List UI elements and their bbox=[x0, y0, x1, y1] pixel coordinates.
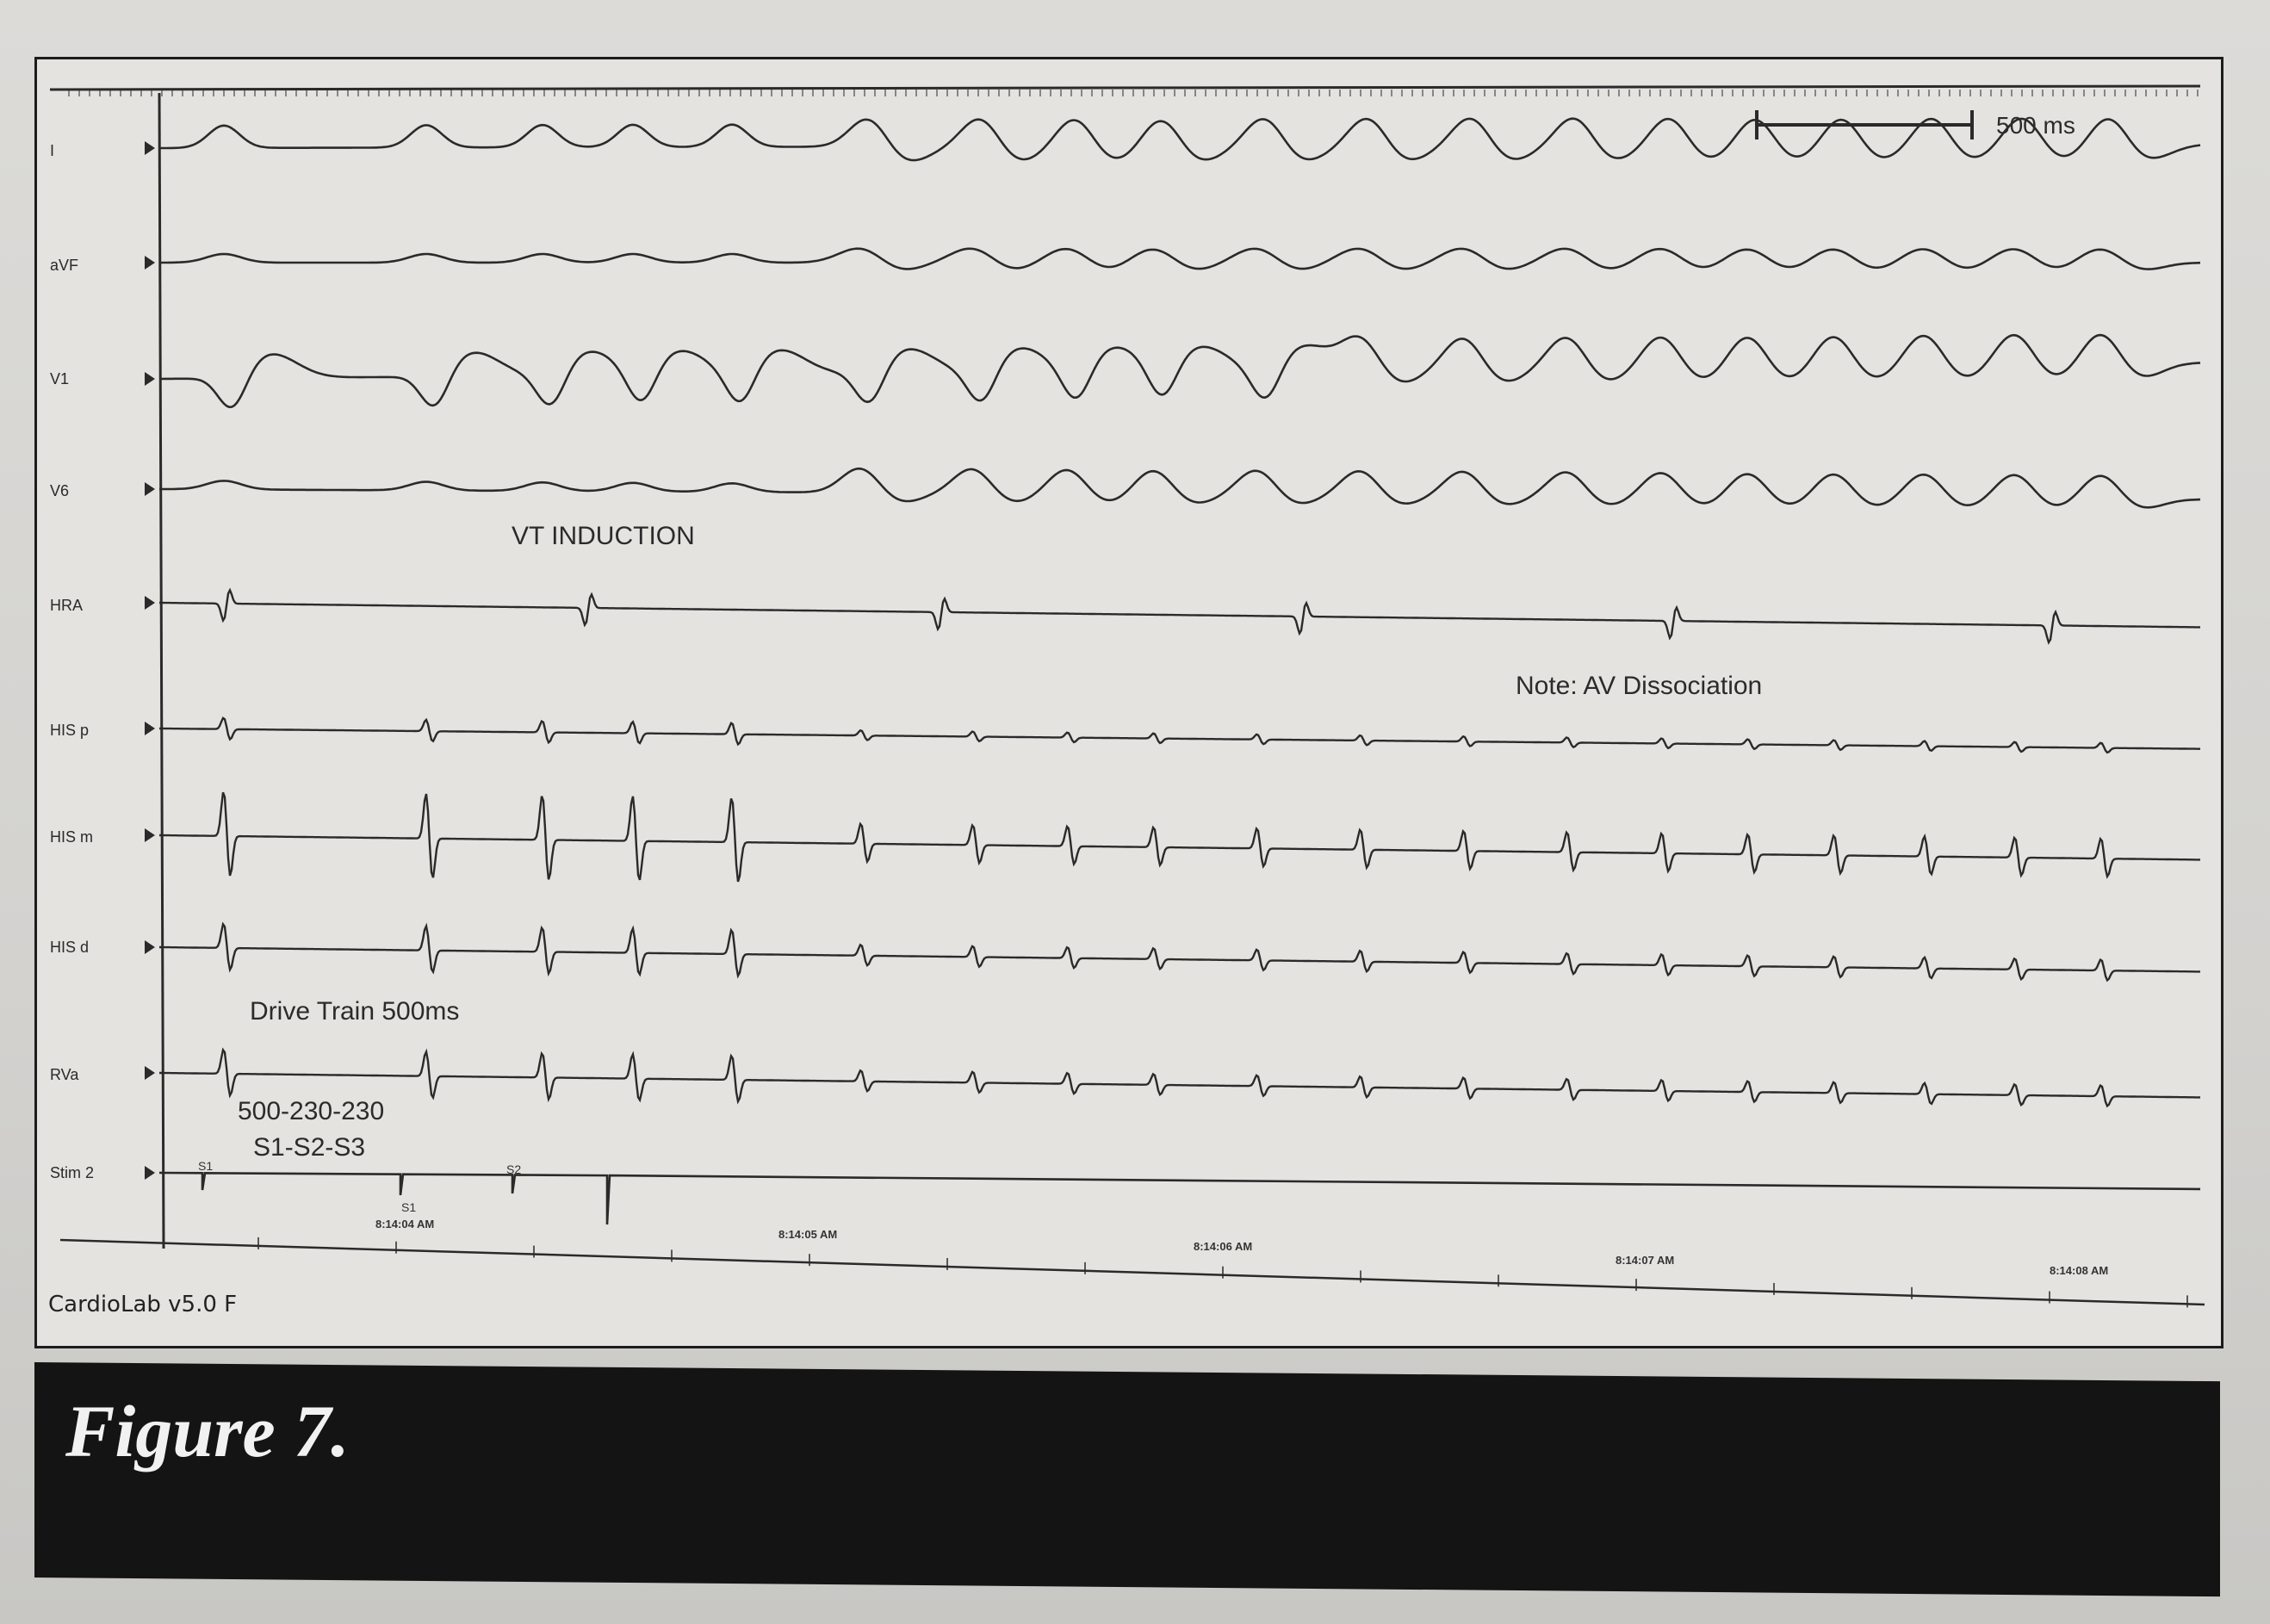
lead-label-HRA: HRA bbox=[50, 597, 84, 614]
timestamp: 8:14:05 AM bbox=[778, 1228, 838, 1241]
stim-marker-s1: S1 bbox=[198, 1159, 214, 1173]
lead-label-RVa: RVa bbox=[50, 1066, 79, 1083]
lead-marker bbox=[145, 1066, 155, 1080]
lead-label-I: I bbox=[50, 142, 55, 159]
trace-RVa bbox=[159, 1050, 2200, 1106]
timestamp: 8:14:07 AM bbox=[1616, 1254, 1675, 1267]
lead-marker bbox=[145, 1166, 155, 1180]
lead-label-HISd: HIS d bbox=[50, 939, 90, 956]
stim-marker-s2: S2 bbox=[506, 1162, 522, 1176]
bottom-time-axis bbox=[60, 1240, 2205, 1305]
timestamp: 8:14:04 AM bbox=[375, 1218, 435, 1230]
lead-label-V1: V1 bbox=[50, 370, 70, 387]
trace-Stim2 bbox=[159, 1173, 2200, 1224]
lead-marker bbox=[145, 940, 155, 954]
trace-HIS-d bbox=[159, 924, 2200, 980]
lead-label-HISm: HIS m bbox=[50, 828, 94, 846]
trace-HIS-p bbox=[159, 718, 2200, 753]
lead-label-V6: V6 bbox=[50, 482, 70, 499]
figure-caption: Figure 7. bbox=[65, 1390, 350, 1472]
lead-label-aVF: aVF bbox=[50, 257, 79, 274]
lead-marker bbox=[145, 482, 155, 496]
vt-induction-label: VT INDUCTION bbox=[512, 522, 695, 550]
left-axis bbox=[159, 93, 164, 1249]
lead-marker bbox=[145, 141, 155, 155]
trace-HIS-m bbox=[159, 792, 2200, 882]
trace-lead-V1 bbox=[159, 335, 2200, 407]
lead-label-HISp: HIS p bbox=[50, 722, 90, 739]
drive-train-label: Drive Train 500ms bbox=[250, 997, 460, 1026]
lead-marker bbox=[145, 372, 155, 386]
lead-marker bbox=[145, 596, 155, 610]
coupling-intervals-label: 500-230-230 bbox=[238, 1097, 385, 1125]
trace-lead-aVF bbox=[159, 249, 2200, 270]
lead-label-Stim2: Stim 2 bbox=[50, 1164, 95, 1181]
timestamp: 8:14:08 AM bbox=[2050, 1264, 2109, 1277]
av-dissociation-note: Note: AV Dissociation bbox=[1516, 672, 1763, 700]
trace-HRA bbox=[159, 590, 2200, 642]
timestamp: 8:14:06 AM bbox=[1194, 1240, 1253, 1253]
caption-bar bbox=[34, 1362, 2220, 1596]
stim-sequence-label: S1-S2-S3 bbox=[253, 1133, 366, 1162]
stim-marker-s1b: S1 bbox=[401, 1200, 417, 1214]
lead-marker bbox=[145, 256, 155, 270]
lead-marker bbox=[145, 828, 155, 842]
top-ruler bbox=[50, 86, 2200, 90]
lead-marker bbox=[145, 722, 155, 735]
scale-bar-label: 500 ms bbox=[1996, 112, 2075, 139]
trace-lead-V6 bbox=[159, 468, 2200, 507]
software-version-label: CardioLab v5.0 F bbox=[48, 1292, 238, 1317]
